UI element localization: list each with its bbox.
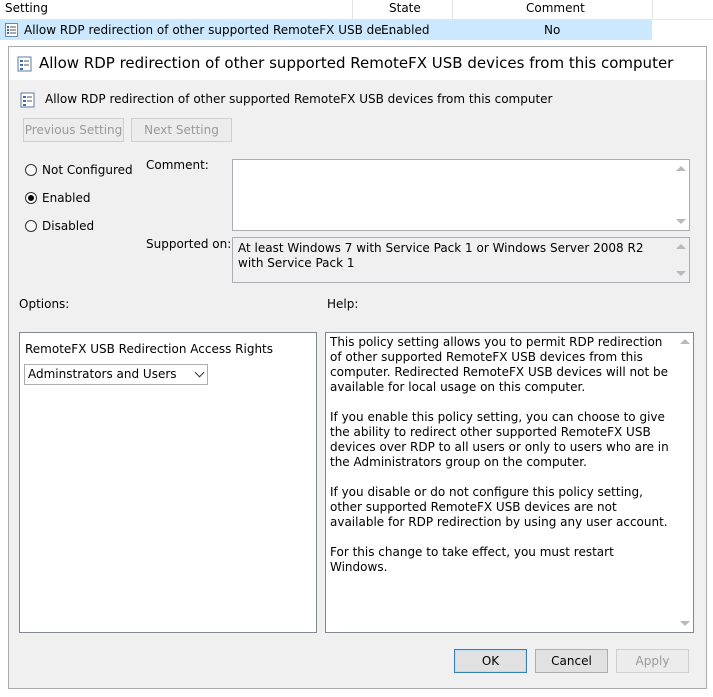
help-scrollbar[interactable] bbox=[677, 333, 693, 632]
radio-circle-checked bbox=[25, 192, 37, 204]
column-header-state[interactable]: State bbox=[389, 1, 421, 15]
column-divider[interactable] bbox=[652, 0, 653, 19]
selected-setting-row[interactable] bbox=[0, 20, 652, 40]
radio-label: Not Configured bbox=[42, 163, 133, 177]
radio-not-configured[interactable] bbox=[25, 161, 133, 179]
radio-circle bbox=[25, 220, 37, 232]
scroll-down-icon[interactable] bbox=[676, 219, 686, 224]
comment-scrollbar[interactable] bbox=[673, 160, 689, 230]
column-divider[interactable] bbox=[452, 0, 453, 19]
policy-dialog bbox=[8, 46, 707, 689]
radio-enabled[interactable] bbox=[25, 189, 91, 207]
supported-on-label: Supported on: bbox=[146, 237, 232, 251]
policy-icon bbox=[17, 56, 33, 75]
supported-on-value: At least Windows 7 with Service Pack 1 or Windows Server 2008 R2 with Service Pack 1 bbox=[238, 241, 644, 270]
radio-circle bbox=[25, 164, 37, 176]
next-setting-button[interactable]: Next Setting bbox=[131, 118, 232, 142]
title-bar[interactable] bbox=[9, 47, 706, 80]
column-divider[interactable] bbox=[352, 0, 353, 19]
options-label: Options: bbox=[19, 297, 70, 311]
setting-header-icon bbox=[20, 92, 36, 111]
help-panel bbox=[325, 332, 694, 633]
access-rights-label: RemoteFX USB Redirection Access Rights bbox=[25, 342, 274, 356]
scroll-up-icon[interactable] bbox=[676, 166, 686, 171]
help-text: This policy setting allows you to permit RDP redirection of other supported RemoteFX USB devices from this computer. Redirected RemoteFX USB devices will not be available for local usage on this computer. If you enable this policy setting, you can choose to give the ability to redirect other supported RemoteFX USB devices over RDP to all users or only to users who are in the Administrators group on the computer. If you disable or do not configure this policy setting, other supported RemoteFX USB devices are not available for RDP redirection by using any user account. For this change to take effect, you must restart Windows. bbox=[330, 335, 669, 574]
scroll-up-icon[interactable] bbox=[680, 339, 690, 344]
supported-on-scrollbar[interactable] bbox=[673, 238, 689, 282]
row-comment: No bbox=[544, 23, 561, 37]
list-header bbox=[0, 0, 713, 20]
column-header-comment[interactable]: Comment bbox=[526, 1, 585, 15]
policy-setting-icon bbox=[5, 20, 21, 40]
row-setting-name: Allow RDP redirection of other supported RemoteFX USB de... bbox=[24, 23, 394, 37]
radio-label: Enabled bbox=[42, 191, 91, 205]
help-label: Help: bbox=[327, 297, 359, 311]
comment-label: Comment: bbox=[146, 158, 209, 172]
row-state: Enabled bbox=[381, 23, 430, 37]
radio-label: Disabled bbox=[42, 219, 95, 233]
scroll-up-icon[interactable] bbox=[676, 244, 686, 249]
access-rights-dropdown[interactable] bbox=[24, 364, 208, 385]
apply-button[interactable]: Apply bbox=[616, 649, 689, 673]
scroll-down-icon[interactable] bbox=[680, 621, 690, 626]
supported-on-textbox bbox=[232, 237, 690, 283]
cancel-button[interactable]: Cancel bbox=[535, 649, 608, 673]
chevron-down-icon bbox=[195, 368, 205, 378]
comment-textbox[interactable] bbox=[232, 159, 690, 231]
previous-setting-button[interactable]: Previous Setting bbox=[23, 118, 124, 142]
ok-button[interactable]: OK bbox=[454, 649, 527, 673]
scroll-down-icon[interactable] bbox=[676, 271, 686, 276]
dialog-title: Allow RDP redirection of other supported RemoteFX USB devices from this computer bbox=[39, 54, 674, 72]
dropdown-value: Adminstrators and Users bbox=[28, 367, 177, 381]
options-panel bbox=[19, 332, 317, 633]
radio-disabled[interactable] bbox=[25, 217, 94, 235]
setting-header-text: Allow RDP redirection of other supported RemoteFX USB devices from this computer bbox=[45, 92, 553, 106]
column-header-setting[interactable]: Setting bbox=[5, 1, 48, 15]
